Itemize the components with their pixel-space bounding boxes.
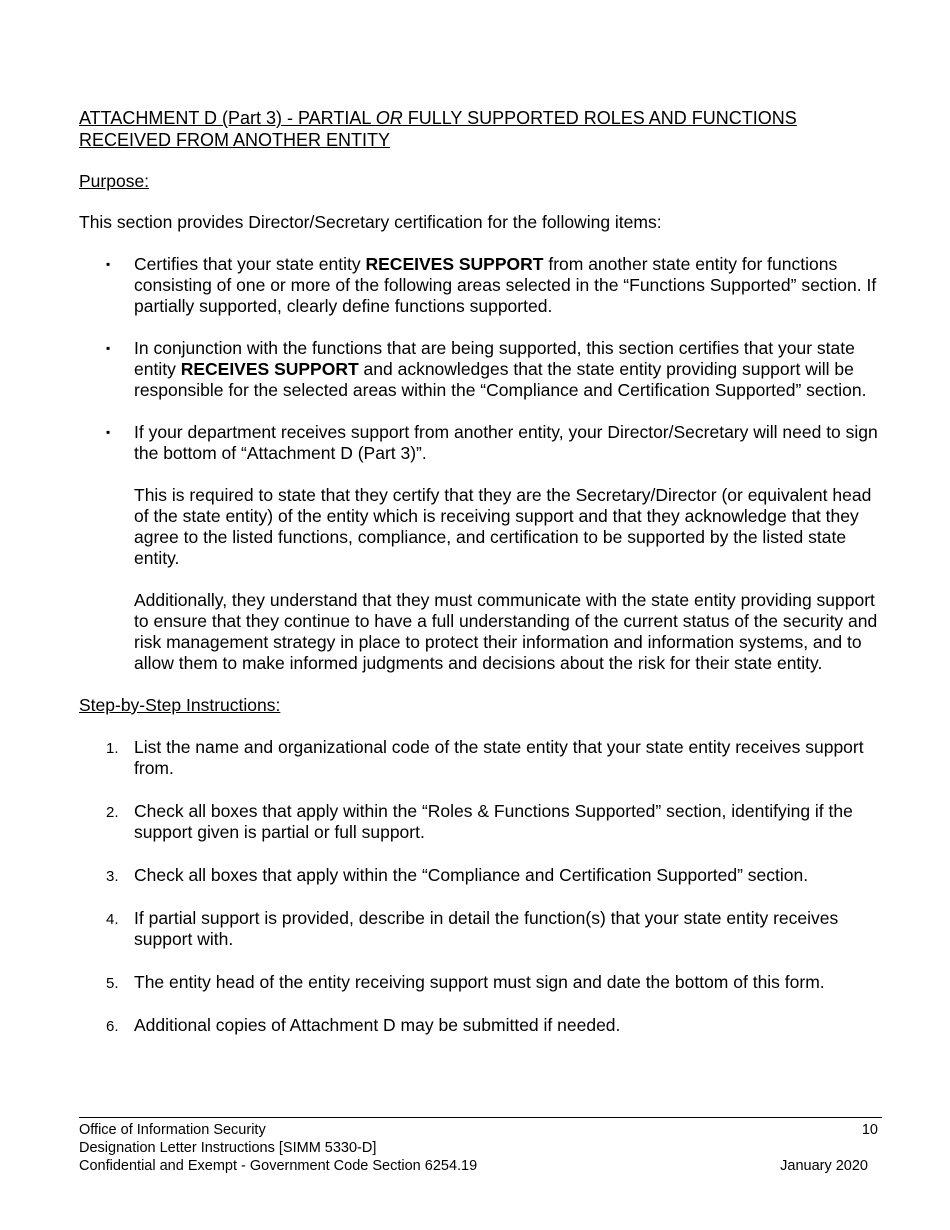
steps-heading: Step-by-Step Instructions:	[79, 695, 281, 715]
step-number: 5.	[106, 975, 119, 992]
footer-row	[79, 1157, 882, 1175]
bullet-text-start: Certifies that your state entity	[134, 254, 366, 274]
bullet-paragraph: This is required to state that they certify that they are the Secretary/Director (or equivalent head of the state entity) of the entity which is receiving support and that they acknowledge that they agree to the listed functions, compliance, and certification to be supported by the listed state entity.	[134, 485, 872, 568]
bullet-text-end: from another state entity for functions consisting of one or more of the following areas selected in the “Functions Supported” section. If partially supported, clearly define functions supported.	[134, 254, 877, 316]
step-text: Check all boxes that apply within the “Compliance and Certification Supported” section.	[134, 865, 809, 885]
page-title	[79, 107, 882, 151]
step-text: The entity head of the entity receiving support must sign and date the bottom of this form.	[134, 972, 825, 992]
list-item	[79, 338, 882, 401]
title-emphasis: OR	[375, 108, 403, 128]
bullet-paragraph: Additionally, they understand that they must communicate with the state entity providing support to ensure that they continue to have a full understanding of the current status of the security and risk management strategy in place to protect their information and information systems, and to allow them to make informed judgments and decisions about the risk for their state entity.	[134, 590, 878, 673]
step-text: List the name and organizational code of the state entity that your state entity receives support from.	[134, 737, 864, 778]
step-item	[79, 801, 882, 843]
footer-document-title: Designation Letter Instructions [SIMM 5330-D]	[79, 1140, 377, 1156]
step-number: 2.	[106, 804, 119, 821]
bullet-emphasis: RECEIVES SUPPORT	[365, 254, 544, 274]
footer-office: Office of Information Security	[79, 1122, 266, 1138]
document-page	[79, 107, 882, 1058]
list-item	[79, 422, 882, 674]
purpose-bullet-list	[79, 254, 882, 674]
step-number: 3.	[106, 868, 119, 885]
bullet-emphasis: RECEIVES SUPPORT	[180, 359, 359, 379]
page-number: 10	[861, 1122, 878, 1138]
bullet-marker: ▪	[106, 257, 111, 271]
step-text: Additional copies of Attachment D may be submitted if needed.	[134, 1015, 621, 1035]
footer-row	[79, 1121, 882, 1139]
bullet-marker: ▪	[106, 341, 111, 355]
step-text: Check all boxes that apply within the “Roles & Functions Supported” section, identifying if the support given is partial or full support.	[134, 801, 853, 842]
step-item	[79, 908, 882, 950]
step-item	[79, 737, 882, 779]
step-number: 4.	[106, 911, 119, 928]
bullet-marker: ▪	[106, 425, 111, 439]
bullet-text: If your department receives support from another entity, your Director/Secretary will need to sign the bottom of “Attachment D (Part 3)”.	[134, 422, 878, 463]
title-part1: ATTACHMENT D (Part 3) - PARTIAL	[79, 108, 376, 128]
step-number: 6.	[106, 1018, 119, 1035]
page-footer	[79, 1117, 882, 1175]
steps-list	[79, 737, 882, 1036]
list-item	[79, 254, 882, 317]
bullet-text-end: and acknowledges that the state entity providing support will be responsible for the selected areas within the “Compliance and Certification Supported” section.	[134, 359, 867, 400]
purpose-heading: Purpose:	[79, 171, 150, 191]
step-text: If partial support is provided, describe in detail the function(s) that your state entity receives support with.	[134, 908, 839, 949]
purpose-intro: This section provides Director/Secretary certification for the following items:	[79, 212, 662, 232]
footer-row	[79, 1139, 882, 1157]
title-part2: FULLY SUPPORTED ROLES AND FUNCTIONS RECEIVED FROM ANOTHER ENTITY	[79, 108, 797, 150]
step-item	[79, 1015, 882, 1036]
bullet-text	[134, 254, 882, 317]
step-number: 1.	[106, 740, 119, 757]
bullet-text	[134, 338, 882, 401]
step-item	[79, 972, 882, 993]
step-item	[79, 865, 882, 886]
footer-confidential: Confidential and Exempt - Government Code Section 6254.19	[79, 1158, 478, 1174]
bullet-text-start: In conjunction with the functions that are being supported, this section certifies that your state entity	[134, 338, 855, 379]
footer-date: January 2020	[780, 1158, 868, 1174]
